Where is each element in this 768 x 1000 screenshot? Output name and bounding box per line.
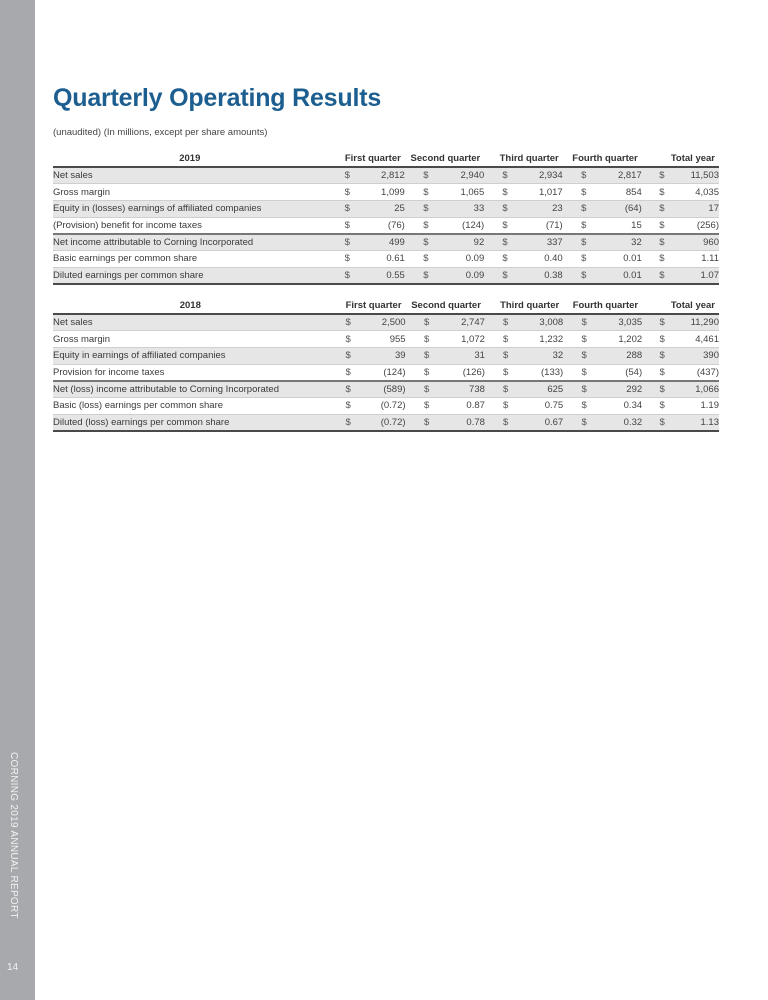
table-row bbox=[53, 234, 719, 251]
currency-symbol: $ bbox=[327, 267, 350, 284]
currency-symbol: $ bbox=[327, 234, 350, 251]
table-row bbox=[53, 217, 719, 234]
cell-value: (0.72) bbox=[351, 414, 406, 431]
cell-value: 390 bbox=[665, 347, 719, 364]
currency-symbol: $ bbox=[563, 217, 587, 234]
currency-symbol: $ bbox=[642, 414, 665, 431]
currency-symbol: $ bbox=[642, 167, 665, 184]
cell-value: 0.87 bbox=[429, 397, 485, 414]
currency-symbol: $ bbox=[642, 381, 665, 398]
cell-value: 32 bbox=[508, 347, 563, 364]
cell-value: 0.09 bbox=[429, 267, 485, 284]
cell-value: (0.72) bbox=[351, 397, 406, 414]
cell-value: 1,066 bbox=[665, 381, 719, 398]
year-header: 2019 bbox=[53, 151, 327, 167]
currency-symbol: $ bbox=[563, 250, 587, 267]
currency-symbol: $ bbox=[563, 184, 587, 201]
currency-symbol: $ bbox=[406, 364, 430, 381]
table-row bbox=[53, 200, 719, 217]
currency-symbol: $ bbox=[485, 347, 508, 364]
column-header: Total year bbox=[642, 298, 719, 314]
currency-symbol: $ bbox=[642, 217, 665, 234]
currency-symbol: $ bbox=[405, 267, 429, 284]
cell-value: 0.67 bbox=[508, 414, 563, 431]
currency-symbol: $ bbox=[484, 217, 507, 234]
row-label: Equity in (losses) earnings of affiliated companies bbox=[53, 200, 327, 217]
cell-value: 499 bbox=[350, 234, 405, 251]
currency-symbol: $ bbox=[484, 184, 507, 201]
currency-symbol: $ bbox=[563, 234, 587, 251]
cell-value: 17 bbox=[665, 200, 719, 217]
row-label: Diluted earnings per common share bbox=[53, 267, 327, 284]
currency-symbol: $ bbox=[327, 184, 350, 201]
cell-value: 1,232 bbox=[508, 331, 563, 348]
table-row bbox=[53, 167, 719, 184]
row-label: Diluted (loss) earnings per common share bbox=[53, 414, 328, 431]
report-side-label: CORNING 2019 ANNUAL REPORT bbox=[8, 752, 19, 919]
currency-symbol: $ bbox=[406, 414, 430, 431]
table-row bbox=[53, 250, 719, 267]
cell-value: 39 bbox=[351, 347, 406, 364]
column-header: First quarter bbox=[328, 298, 406, 314]
currency-symbol: $ bbox=[642, 250, 665, 267]
cell-value: 0.78 bbox=[429, 414, 485, 431]
currency-symbol: $ bbox=[563, 314, 587, 331]
currency-symbol: $ bbox=[563, 364, 587, 381]
cell-value: 0.55 bbox=[350, 267, 405, 284]
page-subtitle: (unaudited) (In millions, except per share amounts) bbox=[53, 127, 268, 138]
cell-value: 11,290 bbox=[665, 314, 719, 331]
cell-value: 0.32 bbox=[587, 414, 642, 431]
cell-value: (54) bbox=[587, 364, 642, 381]
currency-symbol: $ bbox=[328, 414, 351, 431]
table-2018 bbox=[53, 298, 719, 432]
cell-value: (124) bbox=[429, 217, 485, 234]
cell-value: (437) bbox=[665, 364, 719, 381]
currency-symbol: $ bbox=[405, 200, 429, 217]
cell-value: 4,461 bbox=[665, 331, 719, 348]
currency-symbol: $ bbox=[485, 314, 508, 331]
cell-value: 1,072 bbox=[429, 331, 485, 348]
cell-value: 625 bbox=[508, 381, 563, 398]
currency-symbol: $ bbox=[642, 314, 665, 331]
cell-value: 0.61 bbox=[350, 250, 405, 267]
row-label: Net (loss) income attributable to Corning Incorporated bbox=[53, 381, 328, 398]
currency-symbol: $ bbox=[485, 414, 508, 431]
column-header: Fourth quarter bbox=[563, 298, 642, 314]
column-header: Third quarter bbox=[484, 151, 562, 167]
row-label: Basic earnings per common share bbox=[53, 250, 327, 267]
cell-value: 1,099 bbox=[350, 184, 405, 201]
table-row bbox=[53, 414, 719, 431]
currency-symbol: $ bbox=[485, 364, 508, 381]
currency-symbol: $ bbox=[328, 347, 351, 364]
currency-symbol: $ bbox=[485, 381, 508, 398]
cell-value: 738 bbox=[429, 381, 485, 398]
table-row bbox=[53, 184, 719, 201]
cell-value: 25 bbox=[350, 200, 405, 217]
currency-symbol: $ bbox=[406, 314, 430, 331]
row-label: Net income attributable to Corning Incorporated bbox=[53, 234, 327, 251]
currency-symbol: $ bbox=[642, 347, 665, 364]
currency-symbol: $ bbox=[563, 331, 587, 348]
currency-symbol: $ bbox=[563, 347, 587, 364]
table-row bbox=[53, 314, 719, 331]
cell-value: (133) bbox=[508, 364, 563, 381]
cell-value: (76) bbox=[350, 217, 405, 234]
cell-value: 288 bbox=[587, 347, 642, 364]
cell-value: 854 bbox=[586, 184, 641, 201]
cell-value: (124) bbox=[351, 364, 406, 381]
currency-symbol: $ bbox=[563, 397, 587, 414]
cell-value: 292 bbox=[587, 381, 642, 398]
row-label: Net sales bbox=[53, 314, 328, 331]
cell-value: 92 bbox=[429, 234, 485, 251]
currency-symbol: $ bbox=[642, 331, 665, 348]
cell-value: 3,035 bbox=[587, 314, 642, 331]
side-band bbox=[0, 0, 35, 1000]
currency-symbol: $ bbox=[405, 234, 429, 251]
cell-value: 1,065 bbox=[429, 184, 485, 201]
cell-value: 2,817 bbox=[586, 167, 641, 184]
table-row bbox=[53, 397, 719, 414]
currency-symbol: $ bbox=[327, 167, 350, 184]
cell-value: 4,035 bbox=[665, 184, 719, 201]
currency-symbol: $ bbox=[328, 381, 351, 398]
currency-symbol: $ bbox=[485, 397, 508, 414]
currency-symbol: $ bbox=[405, 184, 429, 201]
currency-symbol: $ bbox=[642, 200, 665, 217]
currency-symbol: $ bbox=[405, 250, 429, 267]
table-row bbox=[53, 347, 719, 364]
cell-value: 0.38 bbox=[508, 267, 563, 284]
currency-symbol: $ bbox=[405, 167, 429, 184]
cell-value: 2,934 bbox=[508, 167, 563, 184]
currency-symbol: $ bbox=[484, 250, 507, 267]
cell-value: 1,017 bbox=[508, 184, 563, 201]
page-number: 14 bbox=[7, 962, 19, 973]
currency-symbol: $ bbox=[406, 397, 430, 414]
cell-value: 1.13 bbox=[665, 414, 719, 431]
row-label: Gross margin bbox=[53, 331, 328, 348]
table-row bbox=[53, 381, 719, 398]
table-header-row bbox=[53, 151, 719, 167]
cell-value: (71) bbox=[508, 217, 563, 234]
cell-value: 0.09 bbox=[429, 250, 485, 267]
cell-value: 1.07 bbox=[665, 267, 719, 284]
cell-value: 3,008 bbox=[508, 314, 563, 331]
cell-value: 23 bbox=[508, 200, 563, 217]
cell-value: 955 bbox=[351, 331, 406, 348]
currency-symbol: $ bbox=[328, 331, 351, 348]
cell-value: (64) bbox=[586, 200, 641, 217]
currency-symbol: $ bbox=[327, 217, 350, 234]
cell-value: 2,500 bbox=[351, 314, 406, 331]
column-header: Second quarter bbox=[405, 151, 484, 167]
currency-symbol: $ bbox=[563, 381, 587, 398]
currency-symbol: $ bbox=[328, 397, 351, 414]
row-label: Gross margin bbox=[53, 184, 327, 201]
cell-value: (256) bbox=[665, 217, 719, 234]
currency-symbol: $ bbox=[563, 267, 587, 284]
table-row bbox=[53, 267, 719, 284]
column-header: Fourth quarter bbox=[563, 151, 642, 167]
column-header: Second quarter bbox=[406, 298, 485, 314]
cell-value: (589) bbox=[351, 381, 406, 398]
cell-value: 337 bbox=[508, 234, 563, 251]
column-header: Total year bbox=[642, 151, 719, 167]
currency-symbol: $ bbox=[328, 314, 351, 331]
year-header: 2018 bbox=[53, 298, 328, 314]
row-label: Equity in earnings of affiliated companies bbox=[53, 347, 328, 364]
currency-symbol: $ bbox=[642, 397, 665, 414]
cell-value: 33 bbox=[429, 200, 485, 217]
cell-value: 15 bbox=[586, 217, 641, 234]
cell-value: 1.19 bbox=[665, 397, 719, 414]
currency-symbol: $ bbox=[563, 414, 587, 431]
currency-symbol: $ bbox=[563, 167, 587, 184]
cell-value: 2,940 bbox=[429, 167, 485, 184]
currency-symbol: $ bbox=[642, 184, 665, 201]
cell-value: 0.75 bbox=[508, 397, 563, 414]
currency-symbol: $ bbox=[327, 250, 350, 267]
currency-symbol: $ bbox=[327, 200, 350, 217]
table-header-row bbox=[53, 298, 719, 314]
table-2019 bbox=[53, 151, 719, 285]
currency-symbol: $ bbox=[406, 347, 430, 364]
currency-symbol: $ bbox=[563, 200, 587, 217]
table-row bbox=[53, 364, 719, 381]
column-header: First quarter bbox=[327, 151, 405, 167]
cell-value: 2,747 bbox=[429, 314, 485, 331]
row-label: (Provision) benefit for income taxes bbox=[53, 217, 327, 234]
table-row bbox=[53, 331, 719, 348]
cell-value: 1,202 bbox=[587, 331, 642, 348]
currency-symbol: $ bbox=[406, 381, 430, 398]
currency-symbol: $ bbox=[405, 217, 429, 234]
currency-symbol: $ bbox=[328, 364, 351, 381]
cell-value: 31 bbox=[429, 347, 485, 364]
currency-symbol: $ bbox=[484, 234, 507, 251]
cell-value: 0.01 bbox=[586, 267, 641, 284]
currency-symbol: $ bbox=[484, 200, 507, 217]
row-label: Net sales bbox=[53, 167, 327, 184]
currency-symbol: $ bbox=[406, 331, 430, 348]
cell-value: 0.01 bbox=[586, 250, 641, 267]
page-title: Quarterly Operating Results bbox=[53, 84, 382, 112]
currency-symbol: $ bbox=[642, 234, 665, 251]
cell-value: 11,503 bbox=[665, 167, 719, 184]
cell-value: 2,812 bbox=[350, 167, 405, 184]
row-label: Basic (loss) earnings per common share bbox=[53, 397, 328, 414]
currency-symbol: $ bbox=[642, 364, 665, 381]
cell-value: 960 bbox=[665, 234, 719, 251]
currency-symbol: $ bbox=[485, 331, 508, 348]
cell-value: (126) bbox=[429, 364, 485, 381]
cell-value: 0.40 bbox=[508, 250, 563, 267]
column-header: Third quarter bbox=[485, 298, 563, 314]
currency-symbol: $ bbox=[642, 267, 665, 284]
currency-symbol: $ bbox=[484, 267, 507, 284]
cell-value: 0.34 bbox=[587, 397, 642, 414]
cell-value: 32 bbox=[586, 234, 641, 251]
row-label: Provision for income taxes bbox=[53, 364, 328, 381]
cell-value: 1.11 bbox=[665, 250, 719, 267]
currency-symbol: $ bbox=[484, 167, 507, 184]
